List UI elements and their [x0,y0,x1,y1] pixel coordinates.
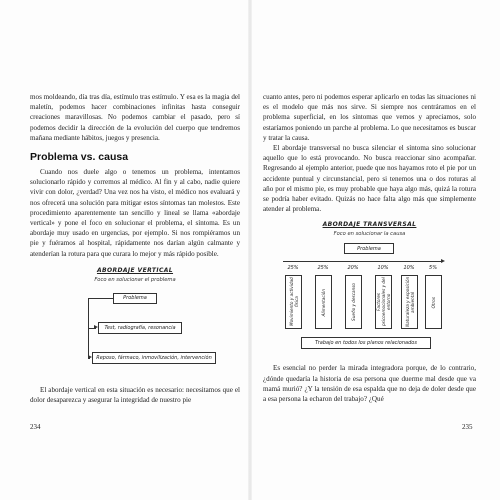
transversal-approach-diagram [263,221,476,359]
diagram-subtitle: Foco en solucionar la causa [333,231,406,238]
factor-column: Alimentación [315,275,332,329]
book-gutter [248,0,252,500]
problem-box: Problema [113,293,157,304]
diagram-subtitle: Foco en solucionar el problema [94,276,176,283]
diagram-title: ABORDAJE VERTICAL [96,266,174,274]
page-number-right: 235 [462,423,473,431]
factor-column: Otros [425,275,442,329]
percent-label: 25% [287,265,299,272]
treatment-box: Reposo, fármaco, inmovilización, intervención [92,352,216,364]
percent-label: 20% [347,265,359,272]
arrow-icon [441,259,445,263]
percent-label: 5% [429,265,437,272]
page-number-left: 234 [30,423,41,431]
diagram-title: ABORDAJE TRANSVERSAL [322,221,417,229]
vertical-approach-diagram [30,267,240,377]
percent-label: 25% [317,265,329,272]
axis-line [283,261,443,262]
percent-label: 10% [403,265,415,272]
right-page [263,92,476,404]
section-heading: Problema vs. causa [30,151,129,164]
all-planes-box: Trabajo en todos los planos relacionados [301,337,431,349]
percent-label: 10% [377,265,389,272]
connector-line [88,298,113,299]
factor-column: Movimiento y actividad física [285,275,302,329]
left-paragraph-2: Cuando nos duele algo o tenemos un problema, intentamos solucionarlo rápido y corremos al médico. Al fin y al cabo, nadie quiere vivir con dolor, ¿verdad? Una vez nos ha visto, el médico nos evaluará y nos ofrecerá una solución para mitigar estos síntomas tan molestos. Este procedimiento aparentemente tan sencillo y lineal se llama «abordaje vertical» y pone el foco en solucionar el problema, el síntoma. Es un abordaje muy usado en urgencias, por ejemplo. Si nos rompiéramos un pie y fuéramos al hospital, rápidamente nos darían algún calmante y atenderían la rotura para que curara lo mejor y más rápido posible. [30,168,240,258]
factor-column: Factores psicoemocionales y del entorno [375,275,392,329]
left-page [30,92,240,405]
right-paragraph-1: cuanto antes, pero ni podemos esperar aplicarlo en todas las situaciones ni es el modelo que más nos sirve. Si siempre nos centráramos en el problema superficial, en los síntomas que vemos y apreciamos, solo estaríamos poniendo un parche al problema. Lo que necesitamos es buscar y tratar la causa. [263,93,476,142]
left-paragraph-3: El abordaje vertical en esta situación es necesario: necesitamos que el dolor desaparezca y asegurar la integridad de nuestro pie [30,385,240,405]
test-box: Test, radiografía, resonancia [98,322,182,334]
problem-box: Problema [344,243,394,254]
right-paragraph-3: Es esencial no perder la mirada integradora porque, de lo contrario, ¿dónde quedaría la historia de esa persona que duerme mal desde que va mamá murió? ¿Y la tensión de esa espalda que no deja de doler desde que a esa persona la echaron del trabajo? ¿Qué [263,364,476,404]
factor-column: Naturaleza y exposición ambiental [401,275,418,329]
right-paragraph-2: El abordaje transversal no busca silenciar el síntoma sino solucionar aquello que lo está provocando. No busca reaccionar sino acompañar. Regresando al ejemplo anterior, puede que nos hayamos roto el pie por un accidente puntual y circunstancial, pero si tenemos una o dos roturas al año por el mismo pie, es muy probable que haya algo más, quizá la rotura se podría haber evitado. Quizás no hace falta algo más que simplemente atender al problema. [263,144,476,214]
factor-column: Sueño y descanso [345,275,362,329]
left-paragraph-1: mos moldeando, día tras día, estímulo tras estímulo. Y esa es la magia del maletín, podemos hacer combinaciones infinitas hasta conseguir creaciones maravillosas. No podemos cambiar el pasado, pero sí podemos decidir la dirección de la evolución del cuerpo que tendremos mañana mediante hábitos, juegos y presencia. [30,93,240,142]
